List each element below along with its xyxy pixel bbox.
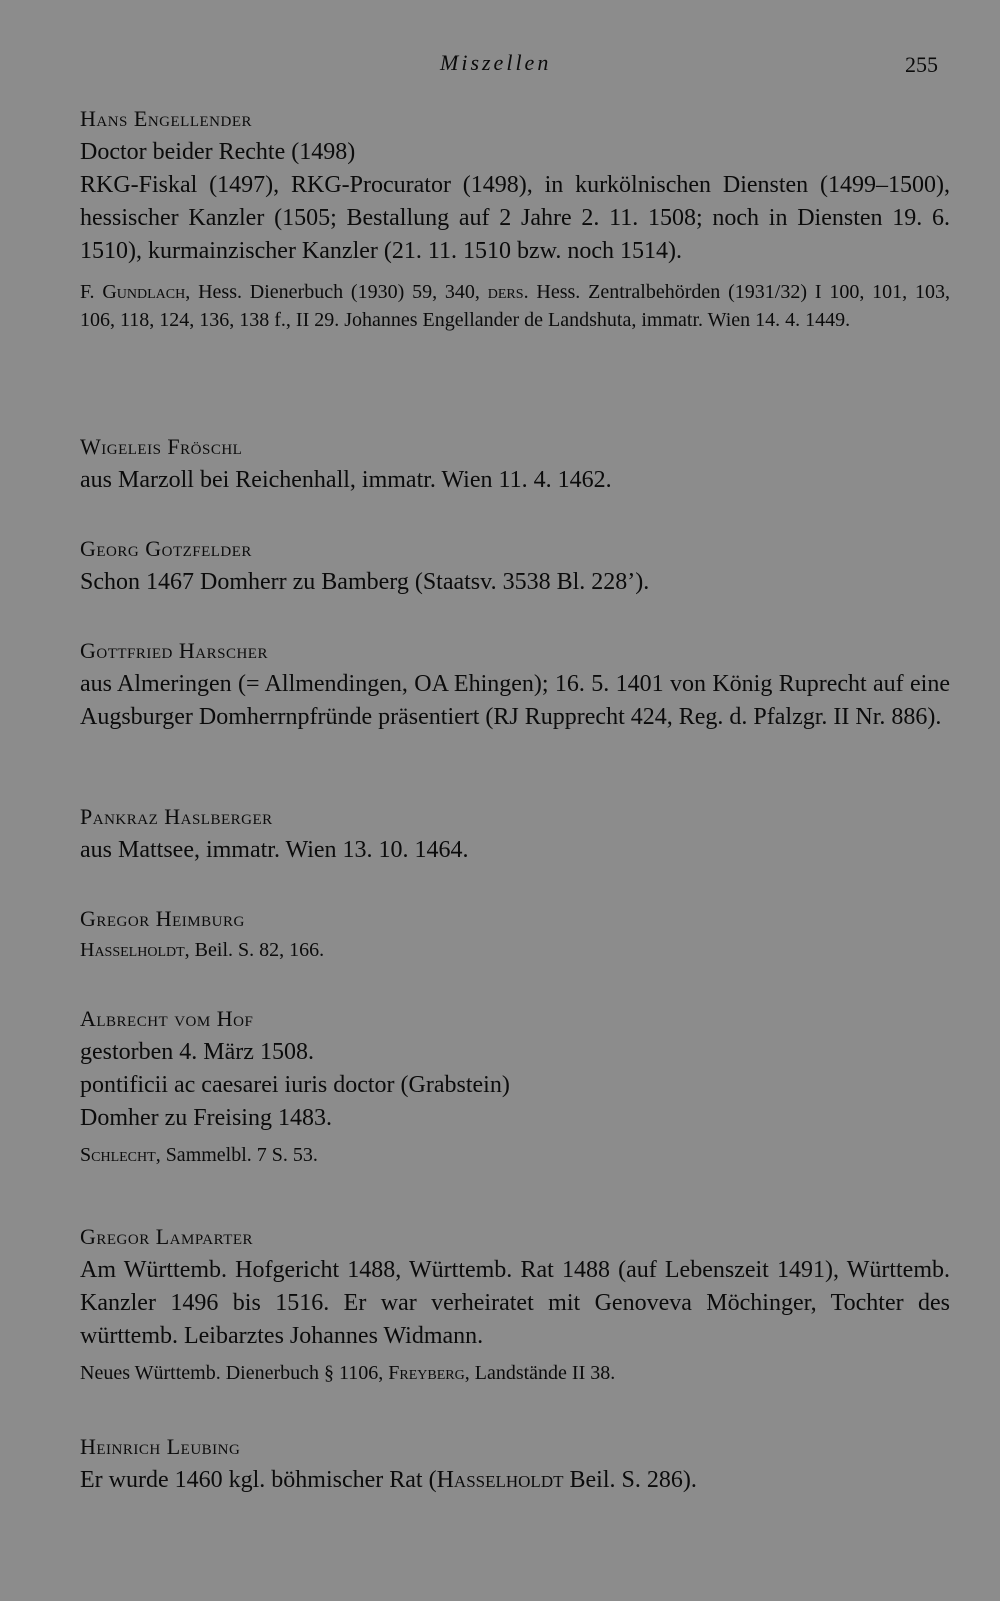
entry-name: Pankraz Haslberger <box>80 804 273 829</box>
entry-line: aus Mattsee, immatr. Wien 13. 10. 1464. <box>80 837 469 863</box>
entry-gotzfelder <box>80 534 950 599</box>
ref-author: Schlecht <box>80 1144 156 1166</box>
entry-name: Georg Gotzfelder <box>80 536 252 561</box>
entry-reference <box>80 936 950 964</box>
entry-lamparter <box>80 1222 950 1387</box>
line-text: Beil. S. 286). <box>563 1467 697 1493</box>
entry-line: aus Almeringen (= Allmendingen, OA Ehingen); 16. 5. 1401 von König Ruprecht auf eine Augsburger Domherrnpfründe präsentiert (RJ Rupprecht 424, Reg. d. Pfalzgr. II Nr. 886). <box>80 671 950 730</box>
ref-author: F. Gundlach <box>80 281 186 303</box>
entry-name: Gottfried Harscher <box>80 638 268 663</box>
entry-line: Schon 1467 Domherr zu Bamberg (Staatsv. 3538 Bl. 228’). <box>80 569 650 595</box>
entry-name: Hans Engellender <box>80 106 252 131</box>
ref-author: Hasselholdt <box>80 939 185 961</box>
ref-text: , Sammelbl. 7 S. 53. <box>155 1144 318 1166</box>
entry-name: Gregor Lamparter <box>80 1224 254 1249</box>
entry-line: Doctor beider Rechte (1498) <box>80 139 356 165</box>
entry-name: Gregor Heimburg <box>80 906 245 931</box>
line-text: Er wurde 1460 kgl. böhmischer Rat ( <box>80 1467 437 1493</box>
entry-line: pontificii ac caesarei iuris doctor (Grabstein) <box>80 1072 510 1098</box>
entry-line: Am Württemb. Hofgericht 1488, Württemb. Rat 1488 (auf Lebenszeit 1491), Württemb. Kanzler 1496 bis 1516. Er war verheiratet mit Genoveva Möchinger, Tochter des württemb. Leibarztes Johannes Widmann. <box>80 1257 950 1349</box>
entry-heimburg <box>80 904 950 964</box>
entry-harscher <box>80 636 950 734</box>
entry-line: aus Marzoll bei Reichenhall, immatr. Wien 11. 4. 1462. <box>80 467 612 493</box>
entry-reference <box>80 278 950 334</box>
entry-vom-hof <box>80 1004 950 1169</box>
entry-name: Wigeleis Fröschl <box>80 434 243 459</box>
ref-text: , Beil. S. 82, 166. <box>184 939 325 961</box>
entry-name: Heinrich Leubing <box>80 1434 241 1459</box>
running-header-title: Miszellen <box>440 50 552 75</box>
entry-line: gestorben 4. März 1508. <box>80 1039 314 1065</box>
entry-reference <box>80 1359 950 1387</box>
ref-text: . Hess. Zentralbehörden (1931/32) I 100, 101, 103, 106, 118, 124, 136, 138 f., II 29. Johannes Engellander de Landshuta, immatr. Wien 14. 4. 1449. <box>80 281 950 331</box>
page-number: 255 <box>905 52 938 77</box>
ref-text: Neues Württemb. Dienerbuch § 1106, <box>80 1362 389 1384</box>
entry-line: RKG-Fiskal (1497), RKG-Procurator (1498), in kurkölnischen Diensten (1499–1500), hessischer Kanzler (1505; Bestallung auf 2 Jahre 2. 11. 1508; noch in Diensten 19. 6. 1510), kurmainzischer Kanzler (21. 11. 1510 bzw. noch 1514). <box>80 172 950 264</box>
entry-engellender <box>80 104 950 334</box>
entry-line <box>80 1464 950 1497</box>
ref-text: , Landstände II 38. <box>464 1362 616 1384</box>
ref-ders: ders <box>487 281 524 303</box>
entry-froeschl <box>80 432 950 497</box>
entry-leubing <box>80 1432 950 1497</box>
ref-author: Freyberg <box>388 1362 465 1384</box>
entry-haslberger <box>80 802 950 867</box>
entry-line: Domher zu Freising 1483. <box>80 1105 332 1131</box>
entry-reference <box>80 1141 950 1169</box>
line-author: Hasselholdt <box>436 1467 564 1493</box>
entry-name: Albrecht vom Hof <box>80 1006 254 1031</box>
ref-text: , Hess. Dienerbuch (1930) 59, 340, <box>185 281 488 303</box>
